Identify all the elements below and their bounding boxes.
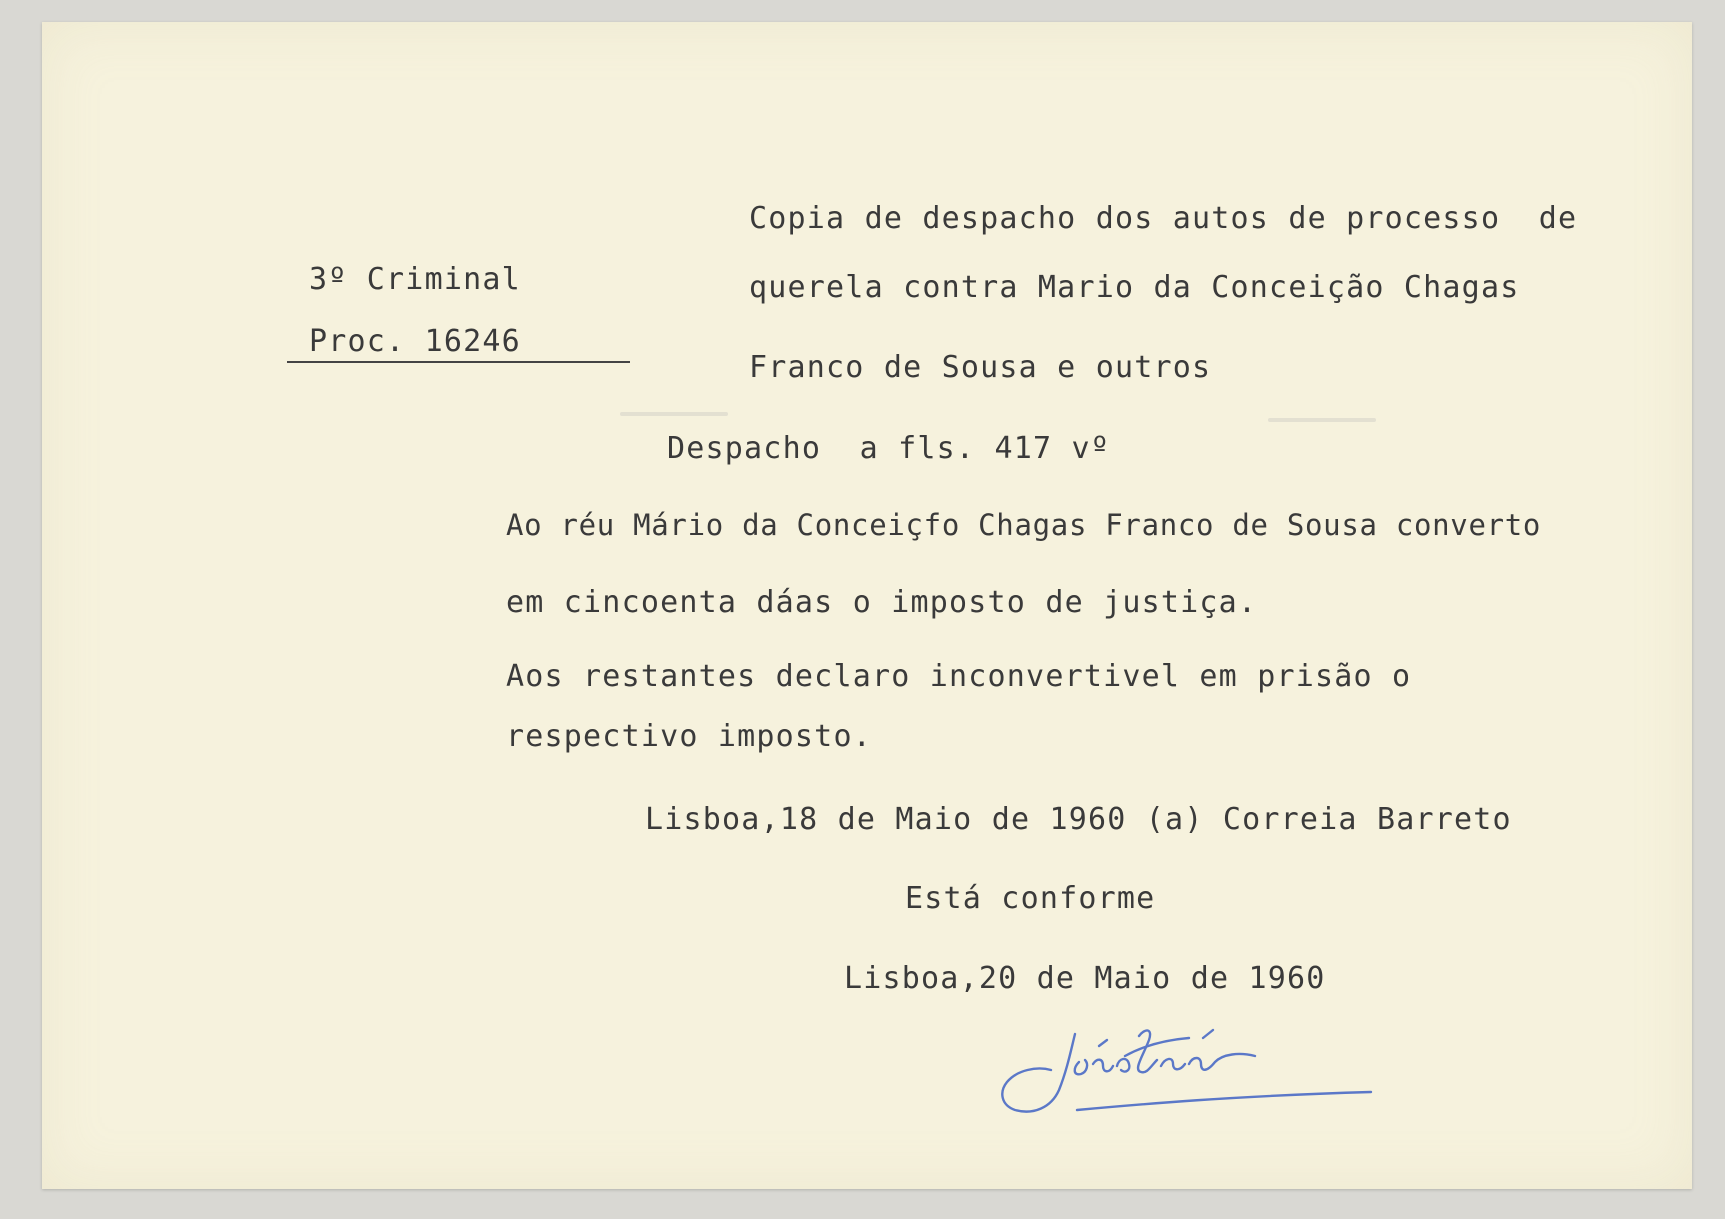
body-line-3: Aos restantes declaro inconvertivel em prisão o — [506, 659, 1412, 694]
heading-line-2: querela contra Mario da Conceição Chagas — [749, 270, 1520, 305]
dated-signed-line: Lisboa,18 de Maio de 1960 (a) Correia Barreto — [645, 802, 1512, 837]
body-line-1: Ao réu Mário da Conceiçfo Chagas Franco de Sousa converto — [506, 508, 1542, 542]
ink-smudge — [1268, 418, 1376, 422]
body-line-2: em cincoenta dáas o imposto de justiça. — [506, 585, 1258, 620]
body-line-4: respectivo imposto. — [506, 719, 872, 754]
process-number-underline — [287, 361, 630, 363]
heading-line-1: Copia de despacho dos autos de processo de — [749, 201, 1578, 236]
ink-smudge — [620, 412, 728, 416]
handwritten-signature — [993, 1000, 1378, 1130]
court-section-label: 3º Criminal — [309, 262, 521, 297]
certification-text: Está conforme — [905, 881, 1156, 916]
certification-date: Lisboa,20 de Maio de 1960 — [844, 961, 1326, 996]
process-number: Proc. 16246 — [309, 324, 521, 359]
dispatch-reference: Despacho a fls. 417 vº — [667, 431, 1111, 466]
heading-line-3: Franco de Sousa e outros — [749, 350, 1212, 385]
